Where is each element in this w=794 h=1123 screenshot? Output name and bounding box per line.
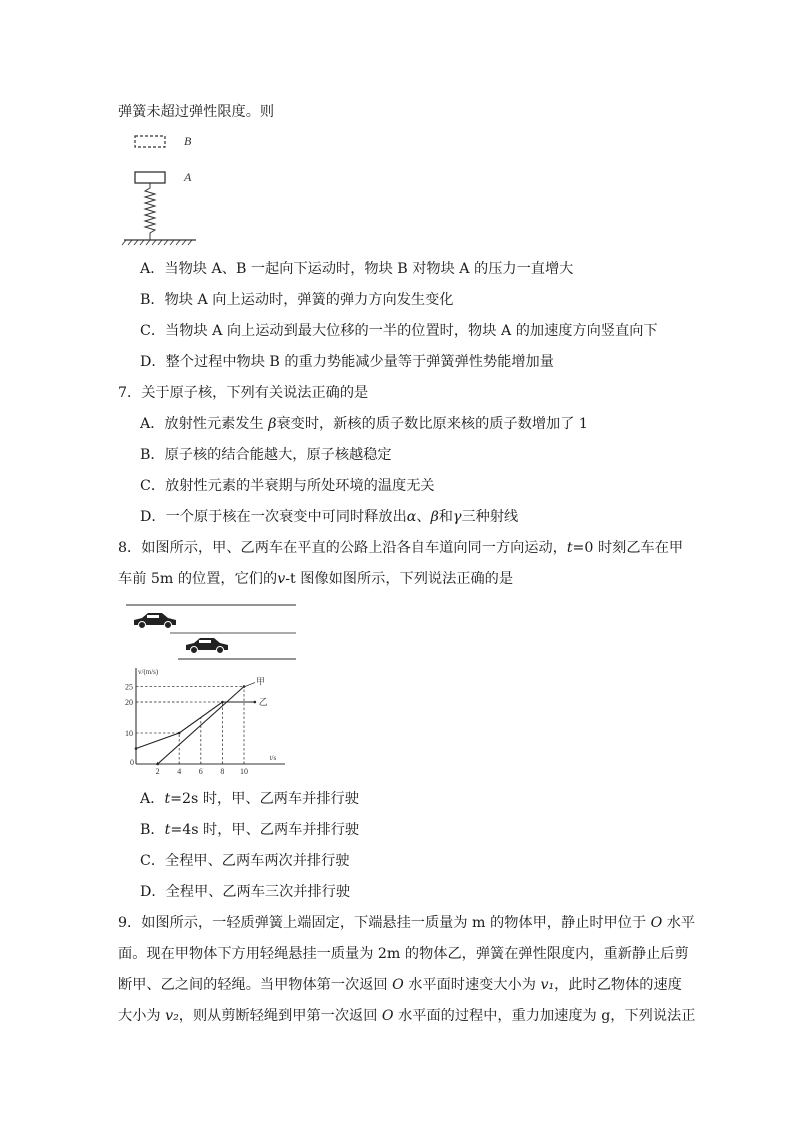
q9-line3: 断甲、乙之间的轻绳。当甲物体第一次返回 O 水平面时速变大小为 v₁，此时乙物体的速度: [118, 977, 682, 993]
q6-option-a: A．当物块 A、B 一起向下运动时，物块 B 对物块 A 的压力一直增大: [140, 261, 574, 277]
series-label-jia-leader: [245, 683, 255, 687]
q8-option-b: B．t=4s 时，甲、乙两车并排行驶: [140, 822, 360, 838]
x-tick-label: 10: [240, 767, 248, 776]
q9-line4: 大小为 v₂，则从剪断轻绳到甲第一次返回 O 水平面的过程中，重力加速度为 g，下列说法正: [118, 1008, 696, 1024]
x-tick-label: 4: [177, 767, 182, 776]
x-axis-label: t/s: [269, 754, 277, 762]
series-label-jia: 甲: [256, 676, 266, 687]
q7-option-c: C．放射性元素的半衰期与所处环境的温度无关: [140, 478, 435, 494]
y-tick-label: 25: [125, 682, 133, 692]
q7-option-b: B．原子核的结合能越大，原子核越稳定: [140, 447, 392, 463]
series-point-1: [135, 747, 138, 750]
block-a: [135, 172, 165, 183]
q6-tail-text: 弹簧未超过弹性限度。则: [118, 104, 275, 120]
car-jia-icon: [134, 613, 176, 629]
series-point-1: [221, 701, 224, 704]
q8-option-d: D．全程甲、乙两车三次并排行驶: [140, 884, 351, 900]
q8-option-c: C．全程甲、乙两车两次并排行驶: [140, 853, 350, 869]
q6-option-c: C．当物块 A 向上运动到最大位移的一半的位置时，物块 A 的加速度方向竖直向下: [140, 323, 658, 339]
series-line-0: [158, 687, 244, 765]
x-tick-label: 2: [155, 767, 160, 776]
spring-figure: [120, 128, 210, 248]
q9-line2: 面。现在甲物体下方用轻绳悬挂一质量为 2m 的物体乙，弹簧在弹性限度内，重新静止后剪: [118, 946, 689, 962]
y-tick-label: 10: [125, 729, 133, 738]
series-point-0: [156, 763, 159, 766]
vt-chart: [120, 665, 300, 777]
q6-option-b: B．物块 A 向上运动时，弹簧的弹力方向发生变化: [140, 292, 454, 308]
label-b: B: [184, 134, 192, 148]
label-a: A: [184, 170, 192, 184]
q7-option-a: A．放射性元素发生 β衰变时，新核的质子数比原来核的质子数增加了 1: [140, 416, 588, 432]
series-point-1: [178, 732, 181, 735]
series-point-0: [243, 685, 246, 688]
y-axis-label: v/(m/s): [138, 668, 159, 676]
road-figure: [120, 603, 300, 663]
block-b-dashed: [135, 136, 165, 147]
q9-line1: 9．如图所示，一轻质弹簧上端固定，下端悬挂一质量为 m 的物体甲，静止时甲位于 O 水平: [118, 915, 696, 931]
spring-coil: [145, 183, 155, 240]
q7-option-d: D．一个原于核在一次衰变中可同时释放出α、β和γ三种射线: [140, 509, 519, 525]
q8-stem-line1: 8．如图所示，甲、乙两车在平直的公路上沿各自车道向同一方向运动，t=0 时刻乙车在甲: [118, 540, 684, 556]
q8-stem-line2: 车前 5m 的位置，它们的v-t 图像如图所示，下列说法正确的是: [118, 571, 514, 587]
series-line-1: [136, 702, 255, 749]
q8-option-a: A．t=2s 时，甲、乙两车并排行驶: [140, 791, 359, 807]
q6-option-d: D．整个过程中物块 B 的重力势能减少量等于弹簧弹性势能增加量: [140, 354, 554, 370]
series-label-yi: 乙: [258, 697, 268, 707]
x-tick-label: 8: [220, 767, 225, 776]
ground-hatch: [122, 240, 192, 245]
origin-label: 0: [130, 758, 134, 767]
q7-stem: 7．关于原子核，下列有关说法正确的是: [118, 385, 369, 401]
y-tick-label: 20: [125, 698, 133, 707]
x-tick-label: 6: [198, 767, 203, 776]
series-point-1: [254, 701, 257, 704]
car-yi-icon: [186, 638, 228, 654]
